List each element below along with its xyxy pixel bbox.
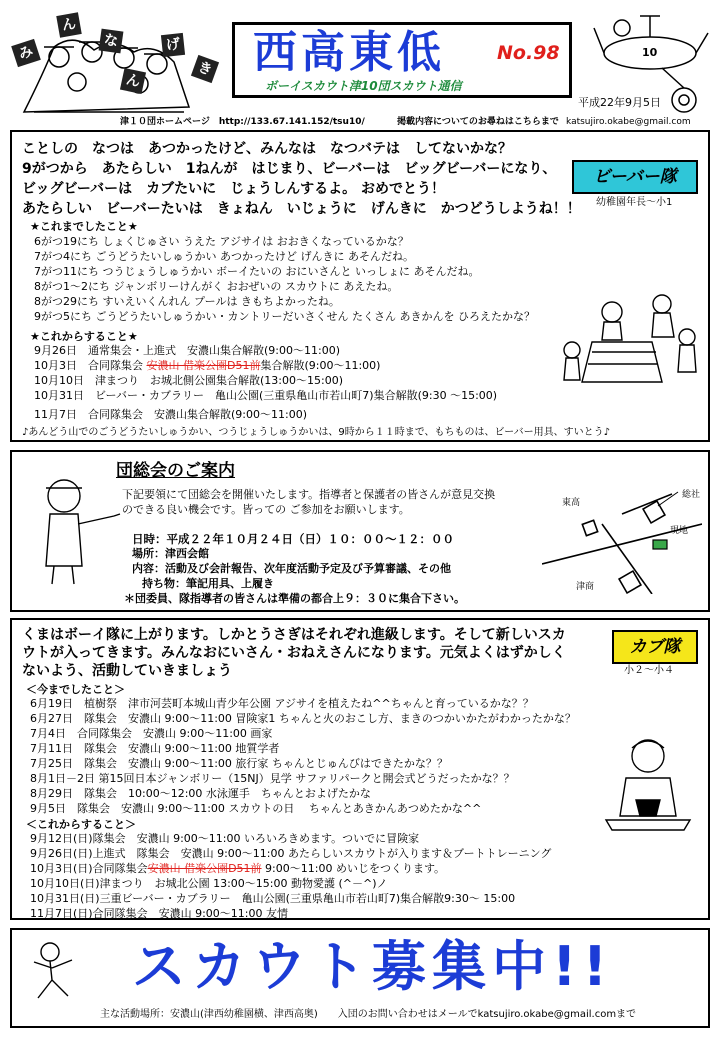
beaver-past-heading: ★これまでしたこと★ bbox=[30, 220, 138, 233]
cub-future-item: 10月10日(日)津まつり お城北公園 13:00～15:00 動物愛護 (^－^)ノ bbox=[30, 877, 388, 890]
cub-future-item: 10月31日(日)三重ビーバー・カブラリー 亀山公園(三重県亀山市若山町7)集合解散9:30～ 15:00 bbox=[30, 892, 516, 905]
beaver-age: 幼稚園年長～小1 bbox=[596, 197, 673, 208]
beaver-section bbox=[10, 130, 710, 442]
recruit-section bbox=[10, 928, 710, 1028]
mascot-letter-sign: み bbox=[11, 39, 41, 67]
beaver-future-item: 10月31日 ビーバー・カブラリー 亀山公園(三重県亀山市若山町7)集合解散(9:30 ～15:00) bbox=[34, 389, 498, 402]
cub-past-heading: ＜今までしたこと＞ bbox=[26, 683, 125, 696]
venue-map bbox=[542, 474, 702, 594]
beaver-future-item: 11月7日 合同隊集会 安濃山集合解散(9:00～11:00) bbox=[34, 408, 307, 421]
mascot-letter-sign: ん bbox=[56, 12, 81, 37]
newsletter-subtitle: ボーイスカウト津10団スカウト通信 bbox=[265, 79, 462, 93]
beaver-future-item: 10月10日 津まつり お城北側公園集合解散(13:00～15:00) bbox=[34, 374, 343, 387]
beaver-intro-line: 9がつから あたらしい 1ねんが はじまり、ビーバーは ビッグビーバーになり、 bbox=[22, 161, 557, 177]
newsletter-title: 西高東低 bbox=[253, 27, 445, 78]
contact-email[interactable]: katsujiro.okabe@gmail.com bbox=[566, 117, 691, 127]
cub-intro-line: ウトが入ってきます。みんなおにいさん・おねえさんになります。元気よくはずかしく bbox=[22, 645, 566, 661]
cub-future-heading: ＜これからすること＞ bbox=[26, 818, 136, 831]
meeting-detail: 日時：平成２２年１０月２４日（日）１０：００～１２：００ bbox=[132, 532, 454, 546]
map-label-shrine: 総社 bbox=[682, 490, 701, 500]
kids-playing-illustration bbox=[552, 282, 702, 402]
homepage-url[interactable]: 津１０団ホームページ http://133.67.141.152/tsu10/ bbox=[120, 117, 365, 127]
cub-badge: カブ隊 bbox=[612, 630, 698, 664]
homepage-line bbox=[120, 114, 691, 127]
beaver-intro-line: あたらしい ビーバーたいは きょねん いじょうに げんきに かつどうしようね！！ bbox=[22, 201, 581, 217]
running-scout-illustration bbox=[28, 940, 84, 1004]
beaver-future-heading: ★これからすること★ bbox=[30, 330, 138, 343]
map-label-tsu-station: 津商 bbox=[576, 582, 595, 592]
mascot-letter-sign: ん bbox=[120, 68, 146, 94]
cub-intro-line: ないよう、活動していきましょう bbox=[22, 663, 232, 679]
meeting-body-line: 下記要領にて団総会を開催いたします。指導者と保護者の皆さんが意見交換 bbox=[122, 488, 496, 501]
cub-past-item: 7月11日 隊集会 安濃山 9:00～11:00 地質学者 bbox=[30, 742, 280, 755]
beaver-past-item: 6がつ19にち しょくじゅさい うえた アジサイは おおきくなっているかな？ bbox=[34, 235, 409, 248]
recruit-footer: 主な活動場所：安濃山(津西幼稚園横、津西高奥) 入団のお問い合わせはメールでkatsujiro.okabe@gmail.comまで bbox=[100, 1009, 637, 1020]
cub-past-item: 8月1日－2日 第15回日本ジャンボリー（15NJ）見学 サファリパークと開会式どうだったかな？？ bbox=[30, 772, 515, 785]
meeting-detail: 内容：活動及び会計報告、次年度活動予定及び予算審議、その他 bbox=[132, 562, 451, 575]
scout-reading-illustration bbox=[596, 730, 700, 834]
cub-past-item: 7月4日 合同隊集会 安濃山 9:00～11:00 画家 bbox=[30, 727, 273, 740]
cub-past-item: 9月5日 隊集会 安濃山 9:00～11:00 スカウトの日 ちゃんとあきかんあつめたかな^^ bbox=[30, 802, 482, 815]
beaver-past-item: 8がつ1～2にち ジャンボリーけんがく おおぜいの スカウトに あえたね。 bbox=[34, 280, 399, 293]
plane-number: 10 bbox=[642, 46, 658, 59]
beaver-past-item: 9がつ5にち ごうどうたいしゅうかい・カントリーだいさくせん たくさん あきかんを ひろえたかな？ bbox=[34, 310, 535, 323]
cub-past-item: 7月25日 隊集会 安濃山 9:00～11:00 旅行家 ちゃんとじゅんびはできたかな？？ bbox=[30, 757, 448, 770]
cub-future-item: 9月26日(日)上進式 隊集会 安濃山 9:00～11:00 あたらしいスカウトが入ります＆ブートトレーニング bbox=[30, 847, 552, 860]
beaver-past-item: 8がつ29にち すいえいくんれん プールは きもちよかったね。 bbox=[34, 295, 340, 308]
meeting-title: 団総会のご案内 bbox=[116, 461, 235, 481]
beaver-past-item: 7がつ4にち ごうどうたいしゅうかい あつかったけど げんきに あそんだね。 bbox=[34, 250, 414, 263]
beaver-future-item: 10月3日 合同隊集会 安濃山 借楽公園D51前集合解散(9:00～11:00) bbox=[34, 359, 381, 372]
contact-prefix: 掲載内容についてのお尋ねはこちらまで bbox=[397, 117, 559, 127]
beaver-note: ♪あんどう山でのごうどうたいしゅうかい、つうじょうしゅうかいは、9時から１１時まで、もちものは、ビーバー用具、すいとう♪ bbox=[22, 427, 611, 438]
scouts-mascot-illustration bbox=[14, 12, 216, 124]
mascot-letter-sign: な bbox=[99, 29, 124, 54]
cub-age: 小２～小４ bbox=[624, 665, 674, 676]
cub-past-item: 8月29日 隊集会 10:00～12:00 水泳運手 ちゃんとおよげたかな bbox=[30, 787, 371, 800]
beaver-intro-line: ビッグビーバーは カブたいに じょうしんするよ。 おめでとう！ bbox=[22, 181, 446, 197]
meeting-detail: 持ち物：筆記用具、上履き bbox=[142, 577, 274, 590]
recruit-headline: スカウト募集中!! bbox=[132, 935, 614, 998]
scout-pointing-illustration bbox=[26, 466, 122, 586]
meeting-footnote: ＊団委員、隊指導者の皆さんは準備の都合上９：３０に集合下さい。 bbox=[124, 592, 465, 605]
cub-future-item: 10月3日(日)合同隊集会安濃山 借楽公園D51前 9:00～11:00 めいじをつくります。 bbox=[30, 862, 446, 875]
beaver-past-item: 7がつ11にち つうじょうしゅうかい ボーイたいの おにいさんと いっしょに あそんだね。 bbox=[34, 265, 480, 278]
meeting-detail: 場所：津西会館 bbox=[132, 547, 209, 560]
beaver-intro-line: ことしの なつは あつかったけど、みんなは なつバテは してないかな？ bbox=[22, 141, 512, 157]
cub-intro-line: くまはボーイ隊に上がります。しかとうさぎはそれぞれ進級します。そして新しいスカ bbox=[22, 627, 566, 643]
meeting-body-line: のできる良い機会です。皆っての ご参加をお願いします。 bbox=[122, 503, 410, 516]
beaver-future-item: 9月26日 通常集会・上進式 安濃山集合解散(9:00～11:00) bbox=[34, 344, 340, 357]
cub-past-item: 6月19日 植樹祭 津市河芸町本城山青少年公園 アジサイを植えたね^^ちゃんと育っているかな？？ bbox=[30, 697, 534, 710]
beaver-badge: ビーバー隊 bbox=[572, 160, 698, 194]
meeting-section bbox=[10, 450, 710, 612]
map-label-east-high: 東高 bbox=[562, 498, 581, 508]
mascot-letter-sign: き bbox=[191, 55, 219, 83]
cub-future-item: 11月7日(日)合同隊集会 安濃山 9:00～11:00 友情 bbox=[30, 907, 288, 920]
cub-past-item: 6月27日 隊集会 安濃山 9:00～11:00 冒険家1 ちゃんと火のおこし方、まきのつかいかたがわかったかな？ bbox=[30, 712, 576, 725]
cub-section bbox=[10, 618, 710, 920]
title-banner bbox=[232, 22, 572, 98]
cub-future-item: 9月12日(日)隊集会 安濃山 9:00～11:00 いろいろきめます。ついでに冒険家 bbox=[30, 832, 420, 845]
map-label-venue: 現地 bbox=[670, 526, 689, 536]
mascot-letter-sign: げ bbox=[161, 33, 185, 57]
issue-date: 平成22年9月5日 bbox=[578, 96, 661, 109]
issue-number: No.98 bbox=[497, 42, 560, 64]
